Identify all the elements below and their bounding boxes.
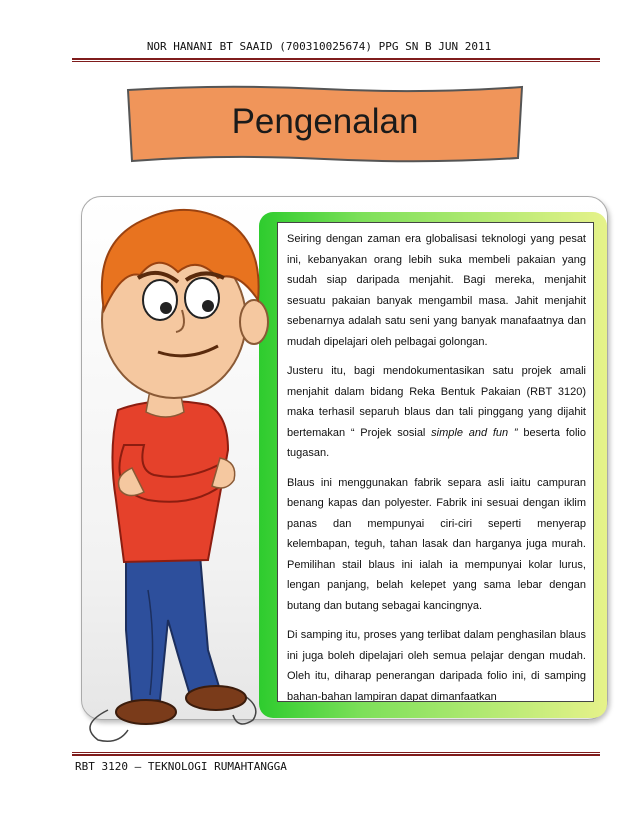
paragraph-3: Blaus ini menggunakan fabrik separa asli iaitu campuran benang kapas dan polyester. Fabrik ini sesuai dengan iklim panas dan mempunyai ciri-ciri seperti menyerap kelembapan, teguh, tahan lasak dan harganya juga murah. Pemilihan stail blaus ini ialah ia mempunyai kolar lurus, lengan panjang, belah kelepet yang sama lebar dengan butang dan butang sebagai kancingnya.: [287, 476, 586, 612]
page-title: Pengenalan: [231, 102, 419, 141]
paragraph-2-emphasis: simple and fun ”: [431, 426, 518, 439]
cartoon-boy-illustration: [88, 200, 288, 745]
paragraph-1: Seiring dengan zaman era globalisasi teknologi yang pesat ini, kebanyakan orang lebih suka membeli pakaian yang sudah siap daripada menjahit. Bagi mereka, menjahit sesuatu pakaian banyak mengambil masa. Jahit menjahit sebenarnya adalah satu seni yang banyak manafaatnya dan mudah dipelajari oleh pelbagai golongan.: [287, 233, 586, 348]
page-header: NOR HANANI BT SAAID (700310025674) PPG SN B JUN 2011: [146, 40, 492, 53]
page-footer: RBT 3120 – TEKNOLOGI RUMAHTANGGA: [75, 760, 287, 773]
footer-rule: [72, 752, 600, 756]
title-banner: [124, 84, 526, 164]
paragraph-4: Di samping itu, proses yang terlibat dalam penghasilan blaus ini juga boleh dipelajari oleh semua pelajar dengan mudah. Oleh itu, diharap penerangan daripada folio ini, di samping bahan-bahan lampiran dapat dimanfaatkan: [287, 629, 586, 702]
paragraph-2-text: Justeru itu, bagi mendokumentasikan satu projek amali menjahit dalam bidang Reka Bentuk Pakaian (RBT 3120) maka terhasil separuh blaus dan tali pinggang yang dijahit bertemakan “ Projek sosial: [287, 365, 586, 439]
paragraph-2: [287, 361, 586, 464]
text-panel: [277, 222, 594, 702]
boy-icon: [88, 200, 288, 745]
header-rule: [72, 58, 600, 62]
paragraph-2-tail: beserta folio tugasan.: [287, 426, 586, 459]
